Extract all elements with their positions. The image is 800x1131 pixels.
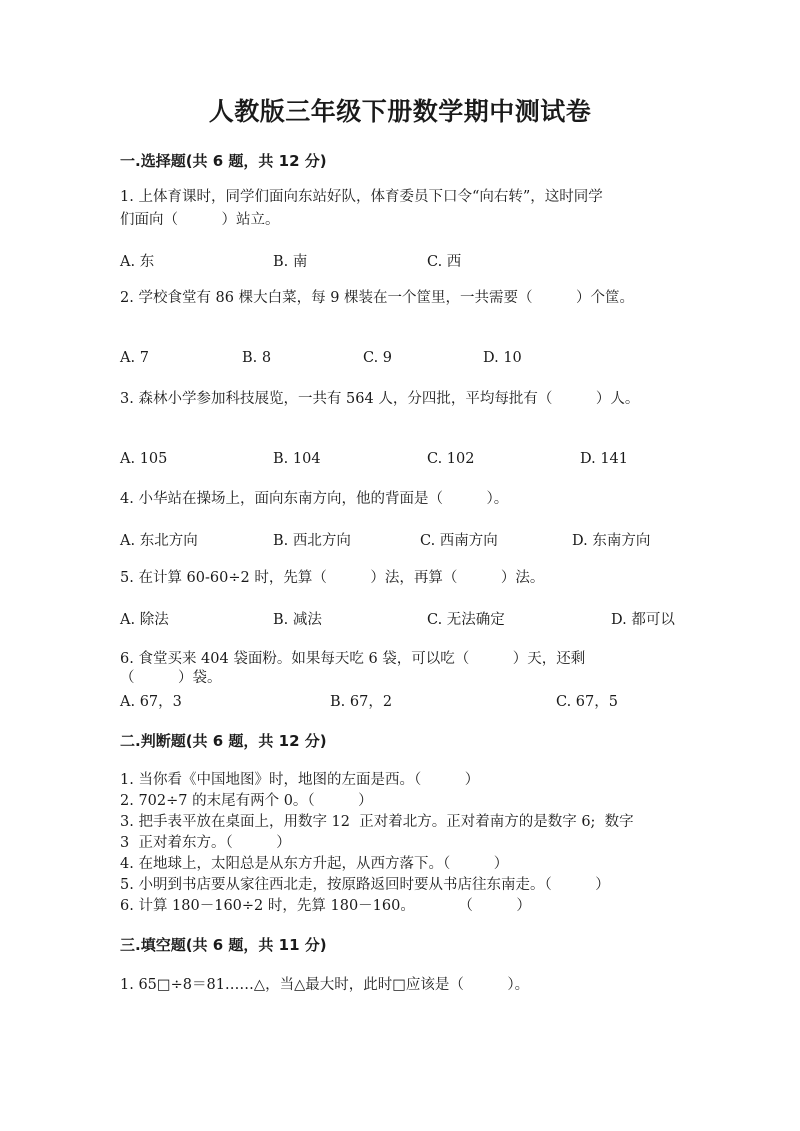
option-b: B. 南 bbox=[273, 254, 308, 270]
section-header-choice: 一.选择题(共 6 题，共 12 分) bbox=[120, 152, 327, 170]
option-d: D. 东南方向 bbox=[572, 533, 651, 549]
option-a: A. 105 bbox=[120, 451, 168, 467]
judge-item: 6. 计算 180－160÷2 时，先算 180－160。 （ ） bbox=[120, 898, 531, 914]
option-c: C. 67，5 bbox=[556, 694, 618, 710]
option-c: C. 西南方向 bbox=[420, 533, 498, 549]
judge-item: 4. 在地球上，太阳总是从东方升起，从西方落下。（ ） bbox=[120, 856, 509, 872]
question-text: 1. 上体育课时，同学们面向东站好队，体育委员下口令“向右转”，这时同学 bbox=[120, 189, 603, 205]
option-a: A. 除法 bbox=[120, 612, 169, 628]
option-c: C. 无法确定 bbox=[427, 612, 505, 628]
question-text: 6. 食堂买来 404 袋面粉。如果每天吃 6 袋，可以吃（ ）天，还剩 bbox=[120, 651, 586, 667]
question-text: 5. 在计算 60-60÷2 时，先算（ ）法，再算（ ）法。 bbox=[120, 570, 545, 586]
option-c: C. 9 bbox=[363, 350, 393, 366]
option-a: A. 东北方向 bbox=[120, 533, 198, 549]
option-b: B. 104 bbox=[273, 451, 321, 467]
judge-item: 3. 把手表平放在桌面上，用数字 12 正对着北方。正对着南方的是数字 6; 数字 bbox=[120, 814, 634, 830]
option-b: B. 67，2 bbox=[330, 694, 393, 710]
option-c: C. 102 bbox=[427, 451, 475, 467]
option-b: B. 西北方向 bbox=[273, 533, 351, 549]
judge-item: 5. 小明到书店要从家往西北走，按原路返回时要从书店往东南走。（ ） bbox=[120, 877, 610, 893]
option-d: D. 都可以 bbox=[611, 612, 675, 628]
option-d: D. 10 bbox=[483, 350, 522, 366]
option-a: A. 7 bbox=[120, 350, 149, 366]
option-d: D. 141 bbox=[580, 451, 629, 467]
section-header-judge: 二.判断题(共 6 题，共 12 分) bbox=[120, 732, 327, 750]
option-b: B. 8 bbox=[242, 350, 272, 366]
judge-item: 1. 当你看《中国地图》时，地图的左面是西。（ ） bbox=[120, 772, 480, 788]
judge-item: 3 正对着东方。（ ） bbox=[120, 835, 291, 851]
question-text: （ ）袋。 bbox=[120, 670, 222, 686]
question-text: 3. 森林小学参加科技展览，一共有 564 人，分四批，平均每批有（ ）人。 bbox=[120, 391, 640, 407]
option-b: B. 减法 bbox=[273, 612, 322, 628]
fill-item: 1. 65□÷8＝81……△，当△最大时，此时□应该是（ ）。 bbox=[120, 977, 530, 993]
option-a: A. 67，3 bbox=[120, 694, 182, 710]
page-title: 人教版三年级下册数学期中测试卷 bbox=[208, 97, 592, 126]
question-text: 2. 学校食堂有 86 棵大白菜，每 9 棵装在一个筐里，一共需要（ ）个筐。 bbox=[120, 290, 635, 306]
option-c: C. 西 bbox=[427, 254, 462, 270]
section-header-fill: 三.填空题(共 6 题，共 11 分) bbox=[120, 936, 327, 954]
question-text: 们面向（ ）站立。 bbox=[120, 212, 280, 228]
question-text: 4. 小华站在操场上，面向东南方向，他的背面是（ ）。 bbox=[120, 491, 509, 507]
option-a: A. 东 bbox=[120, 254, 155, 270]
judge-item: 2. 702÷7 的末尾有两个 0。（ ） bbox=[120, 793, 373, 809]
